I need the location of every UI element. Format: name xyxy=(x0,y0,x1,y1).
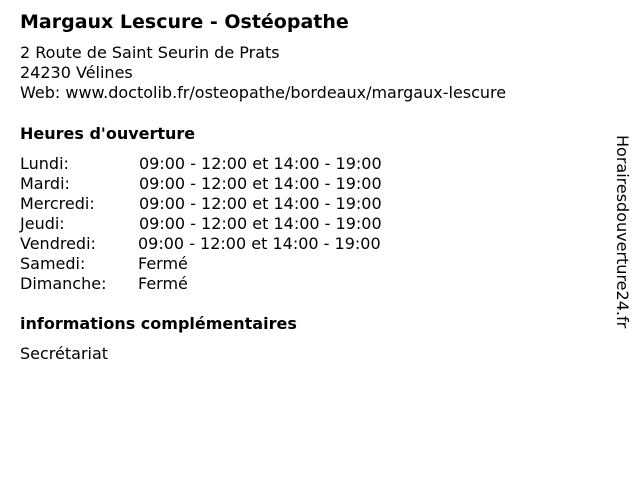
hours-value: 09:00 - 12:00 et 14:00 - 19:00 xyxy=(139,194,382,213)
address-block xyxy=(20,43,506,103)
hours-value: 09:00 - 12:00 et 14:00 - 19:00 xyxy=(139,174,382,193)
hours-value: 09:00 - 12:00 et 14:00 - 19:00 xyxy=(138,234,381,253)
hours-day: Mercredi: xyxy=(20,194,95,213)
website-link[interactable]: Web: www.doctolib.fr/osteopathe/bordeaux/margaux-lescure xyxy=(20,83,507,102)
additional-info-heading: informations complémentaires xyxy=(20,314,297,333)
hours-day: Vendredi: xyxy=(20,234,96,253)
watermark xyxy=(612,135,632,345)
hours-day: Lundi: xyxy=(20,154,69,173)
page-title: Margaux Lescure - Ostéopathe xyxy=(20,11,349,33)
hours-day: Jeudi: xyxy=(20,214,65,233)
hours-value: 09:00 - 12:00 et 14:00 - 19:00 xyxy=(139,154,382,173)
opening-hours-heading: Heures d'ouverture xyxy=(20,124,196,143)
hours-day: Dimanche: xyxy=(20,274,107,293)
address-street: 2 Route de Saint Seurin de Prats xyxy=(20,43,280,62)
address-city: 24230 Vélines xyxy=(20,63,133,82)
hours-day: Samedi: xyxy=(20,254,86,273)
hours-value: 09:00 - 12:00 et 14:00 - 19:00 xyxy=(139,214,382,233)
hours-value: Fermé xyxy=(138,254,188,273)
additional-info-text: Secrétariat xyxy=(20,344,109,363)
hours-day: Mardi: xyxy=(20,174,70,193)
hours-value: Fermé xyxy=(138,274,188,293)
watermark-text: Horairesdouverture24.fr xyxy=(613,135,632,329)
